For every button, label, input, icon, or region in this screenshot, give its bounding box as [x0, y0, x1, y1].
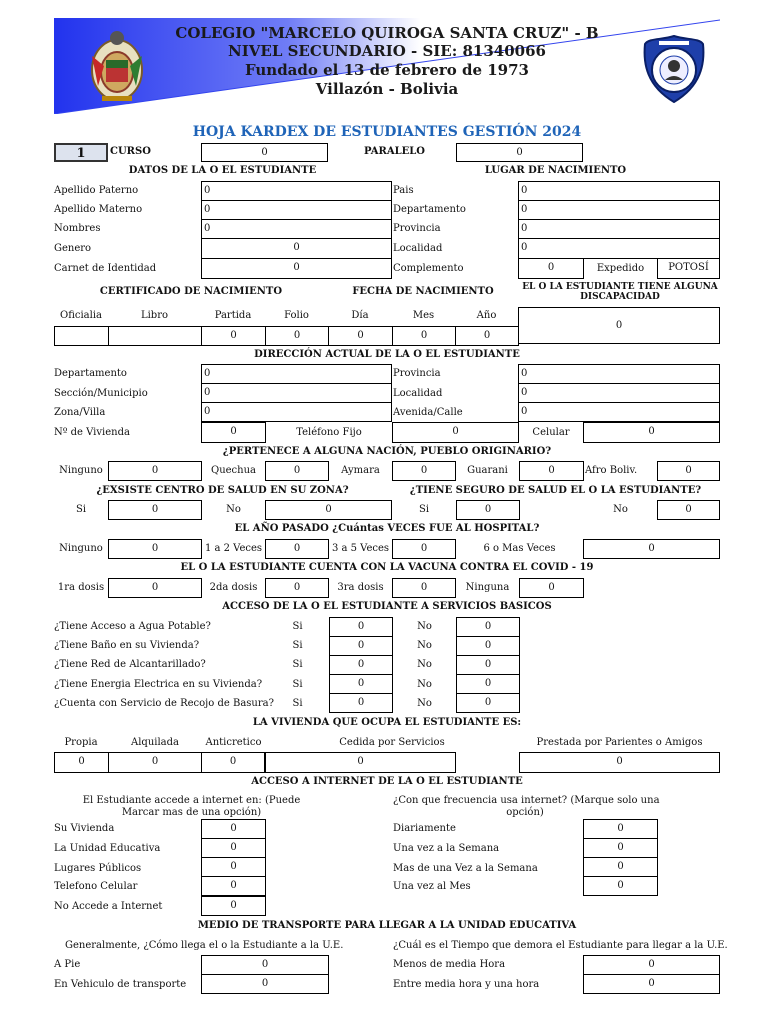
- partida-field[interactable]: 0: [201, 326, 266, 346]
- nacion-quechua-label: Quechua: [211, 465, 256, 476]
- hospital-6mas-field[interactable]: 0: [583, 539, 720, 559]
- internet-mes-field[interactable]: 0: [583, 876, 658, 896]
- nacion-quechua-field[interactable]: 0: [265, 461, 329, 481]
- dir-seccion-field[interactable]: 0: [201, 383, 392, 403]
- servicio-basura-label: ¿Cuenta con Servicio de Recojo de Basura?: [54, 698, 274, 709]
- internet-donde-question-2: Marcar mas de una opción): [121, 807, 262, 818]
- servicio-agua-no-field[interactable]: 0: [456, 617, 520, 637]
- seguro-si-label: Si: [418, 504, 430, 515]
- carnet-field[interactable]: 0: [201, 258, 391, 279]
- internet-frecuencia-question: ¿Con que frecuencia usa internet? (Marque solo una: [393, 795, 660, 806]
- internet-frecuencia-question-2: opción): [506, 807, 544, 818]
- transporte-pie-label: A Pie: [54, 959, 81, 970]
- provincia-label: Provincia: [393, 223, 441, 234]
- seguro-si-field[interactable]: 0: [456, 500, 520, 520]
- fecha-heading: FECHA DE NACIMIENTO: [352, 286, 494, 297]
- apellido-materno-label: Apellido Materno: [54, 204, 143, 215]
- servicio-agua-si-field[interactable]: 0: [329, 617, 393, 637]
- nacion-ninguno-field[interactable]: 0: [108, 461, 202, 481]
- transporte-heading: MEDIO DE TRANSPORTE PARA LLEGAR A LA UNIDAD EDUCATIVA: [197, 920, 577, 931]
- libro-field[interactable]: [108, 326, 202, 346]
- mes-field[interactable]: 0: [392, 326, 456, 346]
- vacuna-2da-label: 2da dosis: [209, 582, 258, 593]
- hospital-1a2-label: 1 a 2 Veces: [204, 543, 263, 554]
- vivienda-cedida-label: Cedida por Servicios: [339, 737, 445, 748]
- pais-field[interactable]: 0: [518, 181, 720, 201]
- expedido-label: Expedido: [596, 263, 645, 274]
- servicio-bano-si-label: Si: [292, 640, 303, 651]
- school-badge-icon: [641, 34, 707, 104]
- bolivia-coat-of-arms-icon: [84, 26, 150, 108]
- seguro-no-label: No: [613, 504, 628, 515]
- hospital-1a2-field[interactable]: 0: [265, 539, 329, 559]
- page-title: HOJA KARDEX DE ESTUDIANTES GESTIÓN 2024: [192, 124, 582, 140]
- hospital-3a5-field[interactable]: 0: [392, 539, 456, 559]
- servicio-basura-si-field[interactable]: 0: [329, 693, 393, 713]
- vivienda-propia-label: Propia: [64, 737, 98, 748]
- internet-donde-question: El Estudiante accede a internet en: (Puede: [82, 795, 301, 806]
- header-banner: [54, 18, 720, 114]
- servicio-bano-no-label: No: [417, 640, 432, 651]
- internet-mes-label: Una vez al Mes: [393, 881, 471, 892]
- servicio-agua-label: ¿Tiene Acceso a Agua Potable?: [54, 621, 211, 632]
- nacion-afro-label: Afro Boliv.: [585, 465, 638, 476]
- servicio-energia-label: ¿Tiene Energia Electrica en su Vivienda?: [54, 679, 263, 690]
- vacuna-3ra-label: 3ra dosis: [337, 582, 384, 593]
- hospital-heading: EL AÑO PASADO ¿Cuántas VECES FUE AL HOSPITAL?: [234, 523, 540, 534]
- apellido-materno-field[interactable]: 0: [201, 200, 391, 220]
- certificado-heading: CERTIFICADO DE NACIMIENTO: [99, 286, 283, 297]
- centro-no-field[interactable]: 0: [265, 500, 392, 520]
- dia-field[interactable]: 0: [328, 326, 393, 346]
- nombres-field[interactable]: 0: [201, 219, 391, 239]
- servicio-basura-no-field[interactable]: 0: [456, 693, 520, 713]
- seguro-salud-heading: ¿TIENE SEGURO DE SALUD EL O LA ESTUDIANTE?: [409, 485, 702, 496]
- internet-ue-field[interactable]: 0: [201, 838, 266, 858]
- curso-field[interactable]: 0: [201, 143, 328, 162]
- servicio-alcantarillado-no-label: No: [417, 659, 432, 670]
- servicio-energia-no-field[interactable]: 0: [456, 674, 520, 694]
- hospital-ninguno-label: Ninguno: [59, 543, 103, 554]
- centro-si-field[interactable]: 0: [108, 500, 202, 520]
- localidad-label: Localidad: [393, 243, 443, 254]
- dir-zona-field[interactable]: 0: [201, 402, 392, 422]
- complemento-label: Complemento: [393, 263, 464, 274]
- dir-departamento-field[interactable]: 0: [201, 364, 392, 384]
- folio-field[interactable]: 0: [265, 326, 329, 346]
- transporte-vehiculo-field[interactable]: 0: [201, 974, 329, 994]
- hospital-6mas-label: 6 o Mas Veces: [483, 543, 556, 554]
- tiempo-menos-field[interactable]: 0: [583, 955, 720, 975]
- lugar-heading: LUGAR DE NACIMIENTO: [484, 165, 627, 176]
- nro-vivienda-label: Nº de Vivienda: [54, 427, 130, 438]
- vacuna-ninguna-label: Ninguna: [465, 582, 510, 593]
- servicio-alcantarillado-si-field[interactable]: 0: [329, 655, 393, 675]
- dir-seccion-label: Sección/Municipio: [54, 388, 148, 399]
- direccion-heading: DIRECCIÓN ACTUAL DE LA O EL ESTUDIANTE: [254, 349, 520, 360]
- dir-avenida-label: Avenida/Calle: [393, 407, 463, 418]
- internet-diario-field[interactable]: 0: [583, 819, 658, 839]
- internet-semana-field[interactable]: 0: [583, 838, 658, 858]
- centro-no-label: No: [226, 504, 241, 515]
- school-name: COLEGIO "MARCELO QUIROGA SANTA CRUZ" - B: [175, 24, 599, 42]
- dir-avenida-field[interactable]: 0: [518, 402, 720, 422]
- telefono-field[interactable]: 0: [392, 422, 519, 443]
- internet-celular-label: Telefono Celular: [54, 881, 138, 892]
- vivienda-prestada-field[interactable]: 0: [519, 752, 720, 773]
- internet-publicos-label: Lugares Públicos: [54, 863, 142, 874]
- internet-masvez-field[interactable]: 0: [583, 857, 658, 877]
- vivienda-cedida-field[interactable]: 0: [265, 752, 456, 773]
- anio-label: Año: [476, 310, 497, 321]
- vacuna-ninguna-field[interactable]: 0: [519, 578, 584, 598]
- nacion-guarani-field[interactable]: 0: [519, 461, 584, 481]
- servicio-agua-si-label: Si: [292, 621, 303, 632]
- student-number: 1: [54, 143, 108, 162]
- oficialia-label: Oficialia: [60, 310, 102, 321]
- school-city: Villazón - Bolivia: [315, 80, 459, 98]
- nacion-aymara-field[interactable]: 0: [392, 461, 456, 481]
- internet-diario-label: Diariamente: [393, 823, 456, 834]
- tiempo-entre-field[interactable]: 0: [583, 974, 720, 994]
- datos-heading: DATOS DE LA O EL ESTUDIANTE: [128, 165, 317, 176]
- nombres-label: Nombres: [54, 223, 101, 234]
- nacion-ninguno-label: Ninguno: [59, 465, 103, 476]
- vivienda-alquilada-field[interactable]: 0: [108, 752, 202, 773]
- tiempo-entre-label: Entre media hora y una hora: [393, 979, 540, 990]
- telefono-label: Teléfono Fijo: [296, 427, 362, 438]
- hospital-ninguno-field[interactable]: 0: [108, 539, 202, 559]
- vivienda-ocupa-heading: LA VIVIENDA QUE OCUPA EL ESTUDIANTE ES:: [252, 717, 522, 728]
- vacuna-3ra-field[interactable]: 0: [392, 578, 456, 598]
- centro-si-label: Si: [75, 504, 87, 515]
- libro-label: Libro: [140, 310, 169, 321]
- provincia-field[interactable]: 0: [518, 219, 720, 239]
- dir-zona-label: Zona/Villa: [54, 407, 106, 418]
- dir-localidad-label: Localidad: [393, 388, 443, 399]
- genero-label: Genero: [54, 243, 92, 254]
- folio-label: Folio: [284, 310, 309, 321]
- seguro-no-field[interactable]: 0: [657, 500, 720, 520]
- nacion-afro-field[interactable]: 0: [657, 461, 720, 481]
- school-founded: Fundado el 13 de febrero de 1973: [245, 61, 529, 79]
- servicio-basura-si-label: Si: [292, 698, 303, 709]
- paralelo-field[interactable]: 0: [456, 143, 583, 162]
- celular-label: Celular: [532, 427, 570, 438]
- complemento-field[interactable]: 0: [518, 258, 584, 279]
- vivienda-propia-field[interactable]: 0: [54, 752, 109, 773]
- anio-field[interactable]: 0: [455, 326, 519, 346]
- dia-label: Día: [351, 310, 369, 321]
- internet-masvez-label: Mas de una Vez a la Semana: [393, 863, 538, 874]
- transporte-pie-field[interactable]: 0: [201, 955, 329, 975]
- vacuna-heading: EL O LA ESTUDIANTE CUENTA CON LA VACUNA CONTRA EL COVID - 19: [180, 562, 594, 573]
- celular-field[interactable]: 0: [583, 422, 720, 443]
- dir-localidad-field[interactable]: 0: [518, 383, 720, 403]
- nacion-guarani-label: Guarani: [467, 465, 508, 476]
- hospital-3a5-label: 3 a 5 Veces: [331, 543, 390, 554]
- transporte-vehiculo-label: En Vehiculo de transporte: [54, 979, 187, 990]
- centro-salud-heading: ¿EXSISTE CENTRO DE SALUD EN SU ZONA?: [96, 485, 349, 496]
- servicio-energia-si-label: Si: [292, 679, 303, 690]
- apellido-paterno-field[interactable]: 0: [201, 181, 391, 201]
- internet-noaccede-label: No Accede a Internet: [54, 901, 163, 912]
- transporte-tiempo-question: ¿Cuál es el Tiempo que demora el Estudiante para llegar a la U.E.: [393, 940, 728, 951]
- servicio-basura-no-label: No: [417, 698, 432, 709]
- carnet-label: Carnet de Identidad: [54, 263, 157, 274]
- vacuna-1ra-field[interactable]: 0: [108, 578, 202, 598]
- localidad-field[interactable]: 0: [518, 238, 720, 259]
- nacion-aymara-label: Aymara: [341, 465, 380, 476]
- internet-semana-label: Una vez a la Semana: [393, 843, 500, 854]
- servicio-bano-si-field[interactable]: 0: [329, 636, 393, 656]
- discapacidad-heading: EL O LA ESTUDIANTE TIENE ALGUNA DISCAPACIDAD: [522, 282, 718, 302]
- internet-heading: ACCESO A INTERNET DE LA O EL ESTUDIANTE: [251, 776, 523, 787]
- school-level: NIVEL SECUNDARIO - SIE: 81340066: [228, 42, 546, 60]
- mes-label: Mes: [412, 310, 435, 321]
- discapacidad-field[interactable]: 0: [518, 307, 720, 344]
- internet-publicos-field[interactable]: 0: [201, 857, 266, 877]
- servicio-bano-no-field[interactable]: 0: [456, 636, 520, 656]
- vivienda-anticretico-label: Anticretico: [205, 737, 262, 748]
- nacion-heading: ¿PERTENECE A ALGUNA NACIÓN, PUEBLO ORIGINARIO?: [222, 446, 552, 457]
- expedido-field[interactable]: POTOSÍ: [657, 258, 720, 279]
- servicio-alcantarillado-label: ¿Tiene Red de Alcantarillado?: [54, 659, 206, 670]
- vacuna-1ra-label: 1ra dosis: [57, 582, 105, 593]
- internet-vivienda-field[interactable]: 0: [201, 819, 266, 839]
- servicio-agua-no-label: No: [417, 621, 432, 632]
- dir-departamento-label: Departamento: [54, 368, 127, 379]
- tiempo-menos-label: Menos de media Hora: [393, 959, 506, 970]
- servicio-energia-si-field[interactable]: 0: [329, 674, 393, 694]
- servicios-heading: ACCESO DE LA O EL ESTUDIANTE A SERVICIOS BASICOS: [222, 601, 552, 612]
- curso-label: CURSO: [110, 146, 151, 157]
- internet-vivienda-label: Su Vivienda: [54, 823, 115, 834]
- vivienda-prestada-label: Prestada por Parientes o Amigos: [536, 737, 703, 748]
- apellido-paterno-label: Apellido Paterno: [54, 185, 139, 196]
- internet-ue-label: La Unidad Educativa: [54, 843, 161, 854]
- dir-provincia-label: Provincia: [393, 368, 441, 379]
- internet-noaccede-field[interactable]: 0: [201, 896, 266, 916]
- divider: [391, 181, 392, 279]
- servicio-alcantarillado-si-label: Si: [292, 659, 303, 670]
- departamento-field[interactable]: 0: [518, 200, 720, 220]
- servicio-energia-no-label: No: [417, 679, 432, 690]
- oficialia-field[interactable]: [54, 326, 109, 346]
- vivienda-anticretico-field[interactable]: 0: [201, 752, 265, 773]
- vacuna-2da-field[interactable]: 0: [265, 578, 329, 598]
- paralelo-label: PARALELO: [364, 146, 426, 157]
- internet-celular-field[interactable]: 0: [201, 876, 266, 896]
- pais-label: Pais: [393, 185, 414, 196]
- departamento-label: Departamento: [393, 204, 466, 215]
- transporte-como-question: Generalmente, ¿Cómo llega el o la Estudiante a la U.E.: [65, 940, 344, 951]
- dir-provincia-field[interactable]: 0: [518, 364, 720, 384]
- vivienda-alquilada-label: Alquilada: [131, 737, 179, 748]
- nro-vivienda-field[interactable]: 0: [201, 422, 266, 443]
- servicio-bano-label: ¿Tiene Baño en su Vivienda?: [54, 640, 200, 651]
- genero-field[interactable]: 0: [201, 238, 391, 259]
- partida-label: Partida: [214, 310, 252, 321]
- servicio-alcantarillado-no-field[interactable]: 0: [456, 655, 520, 675]
